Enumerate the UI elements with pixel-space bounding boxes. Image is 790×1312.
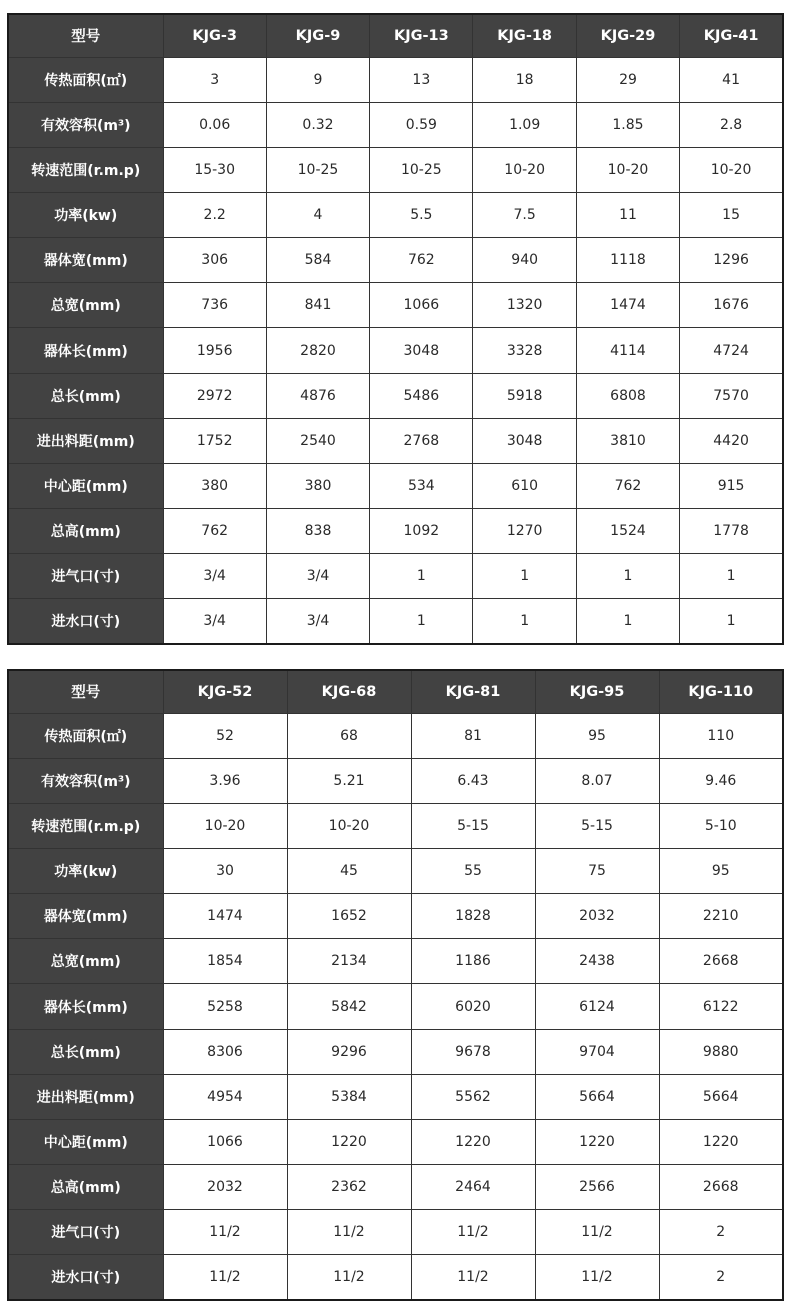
table-row: [8, 147, 783, 192]
value-cell: 2972: [163, 373, 266, 418]
value-cell: 1220: [411, 1119, 535, 1164]
value-cell: 2: [659, 1210, 783, 1255]
row-label-cell: 功率(kw): [8, 849, 163, 894]
value-cell: 940: [473, 238, 576, 283]
value-cell: 1: [370, 554, 473, 599]
value-cell: 762: [370, 238, 473, 283]
table-row: [8, 713, 783, 758]
table-row: [8, 1029, 783, 1074]
table-row: [8, 57, 783, 102]
value-cell: 2820: [266, 328, 369, 373]
row-label-cell: 总长(mm): [8, 373, 163, 418]
row-label-cell: 有效容积(m³): [8, 758, 163, 803]
value-cell: 55: [411, 849, 535, 894]
table-row: [8, 849, 783, 894]
value-cell: 10-20: [473, 147, 576, 192]
model-header-cell: KJG-110: [659, 670, 783, 713]
value-cell: 5-15: [535, 803, 659, 848]
row-label-cell: 转速范围(r.m.p): [8, 803, 163, 848]
value-cell: 1066: [163, 1119, 287, 1164]
table-row: [8, 328, 783, 373]
row-label-cell: 总高(mm): [8, 509, 163, 554]
value-cell: 110: [659, 713, 783, 758]
value-cell: 11/2: [411, 1255, 535, 1300]
value-cell: 6.43: [411, 758, 535, 803]
value-cell: 10-20: [163, 803, 287, 848]
value-cell: 6020: [411, 984, 535, 1029]
value-cell: 9704: [535, 1029, 659, 1074]
value-cell: 29: [576, 57, 679, 102]
table-row: [8, 463, 783, 508]
value-cell: 4114: [576, 328, 679, 373]
value-cell: 11/2: [411, 1210, 535, 1255]
value-cell: 306: [163, 238, 266, 283]
row-label-cell: 进出料距(mm): [8, 418, 163, 463]
value-cell: 3: [163, 57, 266, 102]
model-header-cell: KJG-18: [473, 14, 576, 57]
value-cell: 5384: [287, 1074, 411, 1119]
model-header-cell: KJG-41: [680, 14, 783, 57]
value-cell: 5562: [411, 1074, 535, 1119]
corner-header-cell: 型号: [8, 670, 163, 713]
value-cell: 11/2: [287, 1255, 411, 1300]
value-cell: 15-30: [163, 147, 266, 192]
value-cell: 4876: [266, 373, 369, 418]
value-cell: 838: [266, 509, 369, 554]
model-header-cell: KJG-52: [163, 670, 287, 713]
value-cell: 7570: [680, 373, 783, 418]
value-cell: 1: [576, 554, 679, 599]
row-label-cell: 器体长(mm): [8, 984, 163, 1029]
value-cell: 18: [473, 57, 576, 102]
value-cell: 6122: [659, 984, 783, 1029]
row-label-cell: 进水口(寸): [8, 1255, 163, 1300]
table-row: [8, 758, 783, 803]
table-row: [8, 509, 783, 554]
value-cell: 11: [576, 193, 679, 238]
value-cell: 5664: [535, 1074, 659, 1119]
value-cell: 1828: [411, 894, 535, 939]
value-cell: 10-25: [266, 147, 369, 192]
value-cell: 1474: [163, 894, 287, 939]
row-label-cell: 总高(mm): [8, 1165, 163, 1210]
value-cell: 68: [287, 713, 411, 758]
value-cell: 1.09: [473, 102, 576, 147]
value-cell: 0.59: [370, 102, 473, 147]
value-cell: 5486: [370, 373, 473, 418]
value-cell: 7.5: [473, 193, 576, 238]
value-cell: 5258: [163, 984, 287, 1029]
table-row: [8, 238, 783, 283]
value-cell: 4420: [680, 418, 783, 463]
value-cell: 1676: [680, 283, 783, 328]
value-cell: 81: [411, 713, 535, 758]
value-cell: 11/2: [287, 1210, 411, 1255]
value-cell: 15: [680, 193, 783, 238]
value-cell: 736: [163, 283, 266, 328]
value-cell: 380: [266, 463, 369, 508]
value-cell: 1066: [370, 283, 473, 328]
value-cell: 2032: [163, 1165, 287, 1210]
value-cell: 11/2: [163, 1210, 287, 1255]
table-row: [8, 803, 783, 848]
model-header-cell: KJG-68: [287, 670, 411, 713]
value-cell: 2566: [535, 1165, 659, 1210]
value-cell: 30: [163, 849, 287, 894]
value-cell: 584: [266, 238, 369, 283]
value-cell: 10-20: [680, 147, 783, 192]
value-cell: 10-20: [576, 147, 679, 192]
value-cell: 2668: [659, 1165, 783, 1210]
value-cell: 5842: [287, 984, 411, 1029]
value-cell: 1752: [163, 418, 266, 463]
row-label-cell: 进水口(寸): [8, 599, 163, 644]
row-label-cell: 有效容积(m³): [8, 102, 163, 147]
table-row: [8, 193, 783, 238]
table-row: [8, 1210, 783, 1255]
value-cell: 1092: [370, 509, 473, 554]
value-cell: 2.2: [163, 193, 266, 238]
value-cell: 1270: [473, 509, 576, 554]
value-cell: 5664: [659, 1074, 783, 1119]
model-header-cell: KJG-81: [411, 670, 535, 713]
value-cell: 3/4: [266, 599, 369, 644]
table-row: [8, 939, 783, 984]
row-label-cell: 进出料距(mm): [8, 1074, 163, 1119]
value-cell: 10-20: [287, 803, 411, 848]
value-cell: 534: [370, 463, 473, 508]
value-cell: 1: [473, 554, 576, 599]
value-cell: 3048: [473, 418, 576, 463]
table-row: [8, 894, 783, 939]
value-cell: 915: [680, 463, 783, 508]
value-cell: 5918: [473, 373, 576, 418]
value-cell: 10-25: [370, 147, 473, 192]
row-label-cell: 功率(kw): [8, 193, 163, 238]
value-cell: 45: [287, 849, 411, 894]
value-cell: 5.5: [370, 193, 473, 238]
spec-table-1-body: [8, 14, 783, 644]
row-label-cell: 中心距(mm): [8, 1119, 163, 1164]
value-cell: 1220: [535, 1119, 659, 1164]
row-label-cell: 中心距(mm): [8, 463, 163, 508]
value-cell: 3/4: [163, 599, 266, 644]
corner-header-cell: 型号: [8, 14, 163, 57]
value-cell: 2032: [535, 894, 659, 939]
value-cell: 8.07: [535, 758, 659, 803]
value-cell: 1956: [163, 328, 266, 373]
value-cell: 1474: [576, 283, 679, 328]
model-header-cell: KJG-95: [535, 670, 659, 713]
row-label-cell: 传热面积(㎡): [8, 713, 163, 758]
value-cell: 1854: [163, 939, 287, 984]
value-cell: 0.06: [163, 102, 266, 147]
row-label-cell: 器体长(mm): [8, 328, 163, 373]
value-cell: 1: [370, 599, 473, 644]
table-row: [8, 102, 783, 147]
value-cell: 1: [576, 599, 679, 644]
value-cell: 3328: [473, 328, 576, 373]
value-cell: 1524: [576, 509, 679, 554]
value-cell: 1652: [287, 894, 411, 939]
value-cell: 380: [163, 463, 266, 508]
value-cell: 2438: [535, 939, 659, 984]
value-cell: 1118: [576, 238, 679, 283]
table-row: [8, 984, 783, 1029]
value-cell: 3/4: [163, 554, 266, 599]
value-cell: 41: [680, 57, 783, 102]
value-cell: 3.96: [163, 758, 287, 803]
value-cell: 1220: [659, 1119, 783, 1164]
value-cell: 11/2: [163, 1255, 287, 1300]
value-cell: 11/2: [535, 1255, 659, 1300]
value-cell: 2: [659, 1255, 783, 1300]
value-cell: 52: [163, 713, 287, 758]
table-row: [8, 1119, 783, 1164]
value-cell: 3048: [370, 328, 473, 373]
spec-table-1: [7, 13, 784, 645]
value-cell: 2362: [287, 1165, 411, 1210]
value-cell: 5.21: [287, 758, 411, 803]
table-row: [8, 1255, 783, 1300]
row-label-cell: 总宽(mm): [8, 283, 163, 328]
model-header-cell: KJG-13: [370, 14, 473, 57]
row-label-cell: 传热面积(㎡): [8, 57, 163, 102]
value-cell: 1778: [680, 509, 783, 554]
value-cell: 1: [680, 554, 783, 599]
value-cell: 6124: [535, 984, 659, 1029]
value-cell: 9.46: [659, 758, 783, 803]
value-cell: 11/2: [535, 1210, 659, 1255]
row-label-cell: 总长(mm): [8, 1029, 163, 1074]
row-label-cell: 器体宽(mm): [8, 238, 163, 283]
value-cell: 1: [680, 599, 783, 644]
value-cell: 4724: [680, 328, 783, 373]
value-cell: 9678: [411, 1029, 535, 1074]
model-header-cell: KJG-29: [576, 14, 679, 57]
header-row: [8, 14, 783, 57]
value-cell: 2668: [659, 939, 783, 984]
row-label-cell: 进气口(寸): [8, 554, 163, 599]
table-row: [8, 1074, 783, 1119]
value-cell: 5-10: [659, 803, 783, 848]
value-cell: 8306: [163, 1029, 287, 1074]
value-cell: 4: [266, 193, 369, 238]
spec-table-2: [7, 669, 784, 1301]
header-row: [8, 670, 783, 713]
value-cell: 762: [576, 463, 679, 508]
value-cell: 4954: [163, 1074, 287, 1119]
row-label-cell: 器体宽(mm): [8, 894, 163, 939]
value-cell: 6808: [576, 373, 679, 418]
value-cell: 75: [535, 849, 659, 894]
value-cell: 0.32: [266, 102, 369, 147]
row-label-cell: 总宽(mm): [8, 939, 163, 984]
value-cell: 1320: [473, 283, 576, 328]
value-cell: 95: [659, 849, 783, 894]
value-cell: 762: [163, 509, 266, 554]
table-row: [8, 1165, 783, 1210]
value-cell: 3/4: [266, 554, 369, 599]
value-cell: 1186: [411, 939, 535, 984]
value-cell: 2210: [659, 894, 783, 939]
value-cell: 1220: [287, 1119, 411, 1164]
value-cell: 95: [535, 713, 659, 758]
value-cell: 2464: [411, 1165, 535, 1210]
spec-table-2-body: [8, 670, 783, 1300]
value-cell: 1296: [680, 238, 783, 283]
value-cell: 9: [266, 57, 369, 102]
value-cell: 610: [473, 463, 576, 508]
model-header-cell: KJG-9: [266, 14, 369, 57]
row-label-cell: 进气口(寸): [8, 1210, 163, 1255]
model-header-cell: KJG-3: [163, 14, 266, 57]
row-label-cell: 转速范围(r.m.p): [8, 147, 163, 192]
value-cell: 13: [370, 57, 473, 102]
value-cell: 2540: [266, 418, 369, 463]
table-row: [8, 418, 783, 463]
value-cell: 9880: [659, 1029, 783, 1074]
value-cell: 841: [266, 283, 369, 328]
value-cell: 2768: [370, 418, 473, 463]
value-cell: 9296: [287, 1029, 411, 1074]
table-row: [8, 373, 783, 418]
value-cell: 1: [473, 599, 576, 644]
value-cell: 3810: [576, 418, 679, 463]
table-row: [8, 554, 783, 599]
value-cell: 1.85: [576, 102, 679, 147]
value-cell: 2.8: [680, 102, 783, 147]
table-row: [8, 283, 783, 328]
value-cell: 2134: [287, 939, 411, 984]
table-row: [8, 599, 783, 644]
value-cell: 5-15: [411, 803, 535, 848]
